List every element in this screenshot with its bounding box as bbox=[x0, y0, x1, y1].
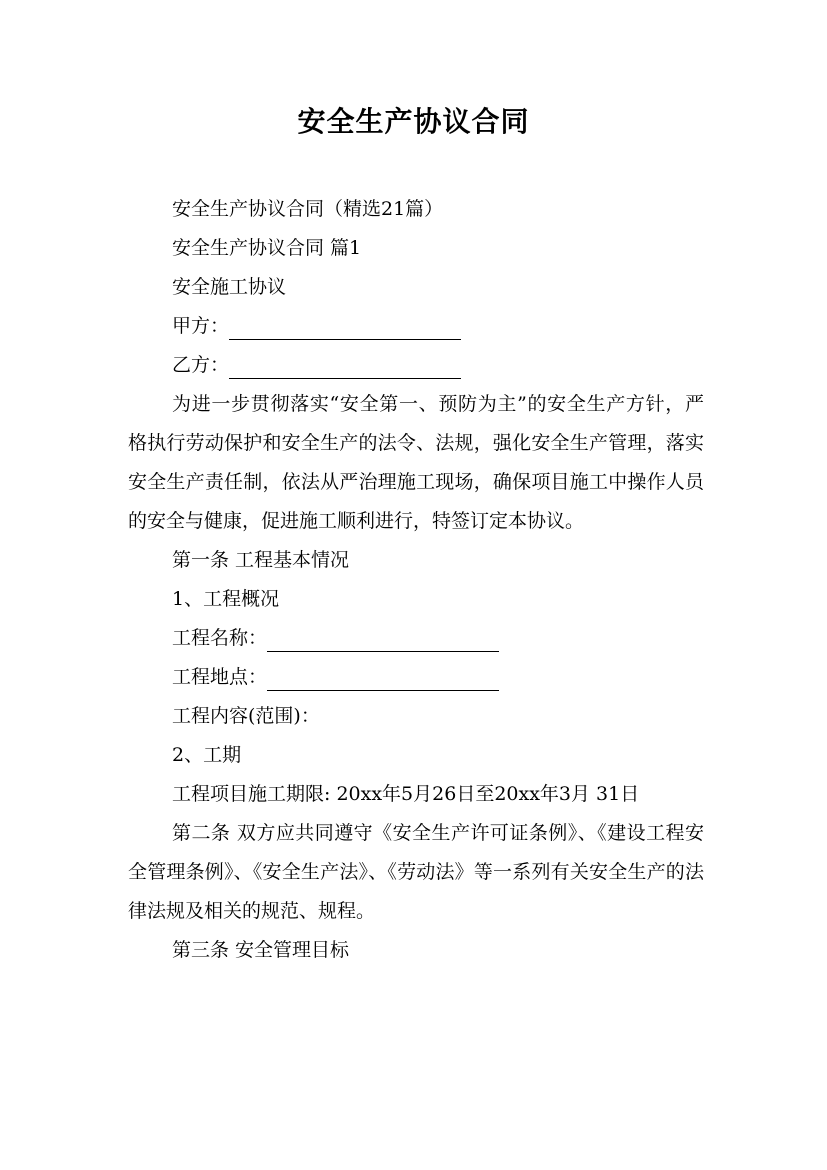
party-b-blank bbox=[229, 352, 461, 379]
document-body bbox=[128, 190, 704, 970]
chapter-line: 安全生产协议合同 篇1 bbox=[172, 237, 362, 259]
article3-heading: 第三条 安全管理目标 bbox=[172, 939, 350, 961]
subtitle-line: 安全生产协议合同（精选21篇） bbox=[172, 198, 444, 220]
party-a-label: 甲方： bbox=[172, 315, 230, 337]
project-location-label: 工程地点： bbox=[172, 666, 268, 688]
period-text: 工程项目施工期限: 20xx年5月26日至20xx年3月 31日 bbox=[172, 783, 640, 805]
project-location-line bbox=[128, 658, 704, 697]
party-a-blank bbox=[229, 313, 461, 340]
project-name-line bbox=[128, 619, 704, 658]
project-name-label: 工程名称： bbox=[172, 627, 268, 649]
project-name-blank bbox=[267, 625, 499, 652]
intro-paragraph: 为进一步贯彻落实“安全第一、预防为主”的安全生产方针，严格执行劳动保护和安全生产的法令、法规，强化安全生产管理，落实安全生产责任制，依法从严治理施工现场，确保项目施工中操作人员的安全与健康，促进施工顺利进行，特签订定本协议。 bbox=[128, 393, 704, 532]
article1-heading: 第一条 工程基本情况 bbox=[172, 549, 350, 571]
agreement-name-line: 安全施工协议 bbox=[172, 276, 287, 298]
item1-heading: 1、工程概况 bbox=[172, 588, 280, 610]
project-location-blank bbox=[267, 664, 499, 691]
article2-text: 第二条 双方应共同遵守《安全生产许可证条例》、《建设工程安全管理条例》、《安全生产法》、《劳动法》等一系列有关安全生产的法律法规及相关的规范、规程。 bbox=[128, 822, 704, 922]
project-scope-line: 工程内容(范围)： bbox=[172, 705, 320, 727]
party-a-line bbox=[128, 307, 704, 346]
document-title: 安全生产协议合同 bbox=[297, 105, 530, 138]
item2-heading: 2、工期 bbox=[172, 744, 242, 766]
party-b-line bbox=[128, 346, 704, 385]
party-b-label: 乙方： bbox=[172, 354, 230, 376]
